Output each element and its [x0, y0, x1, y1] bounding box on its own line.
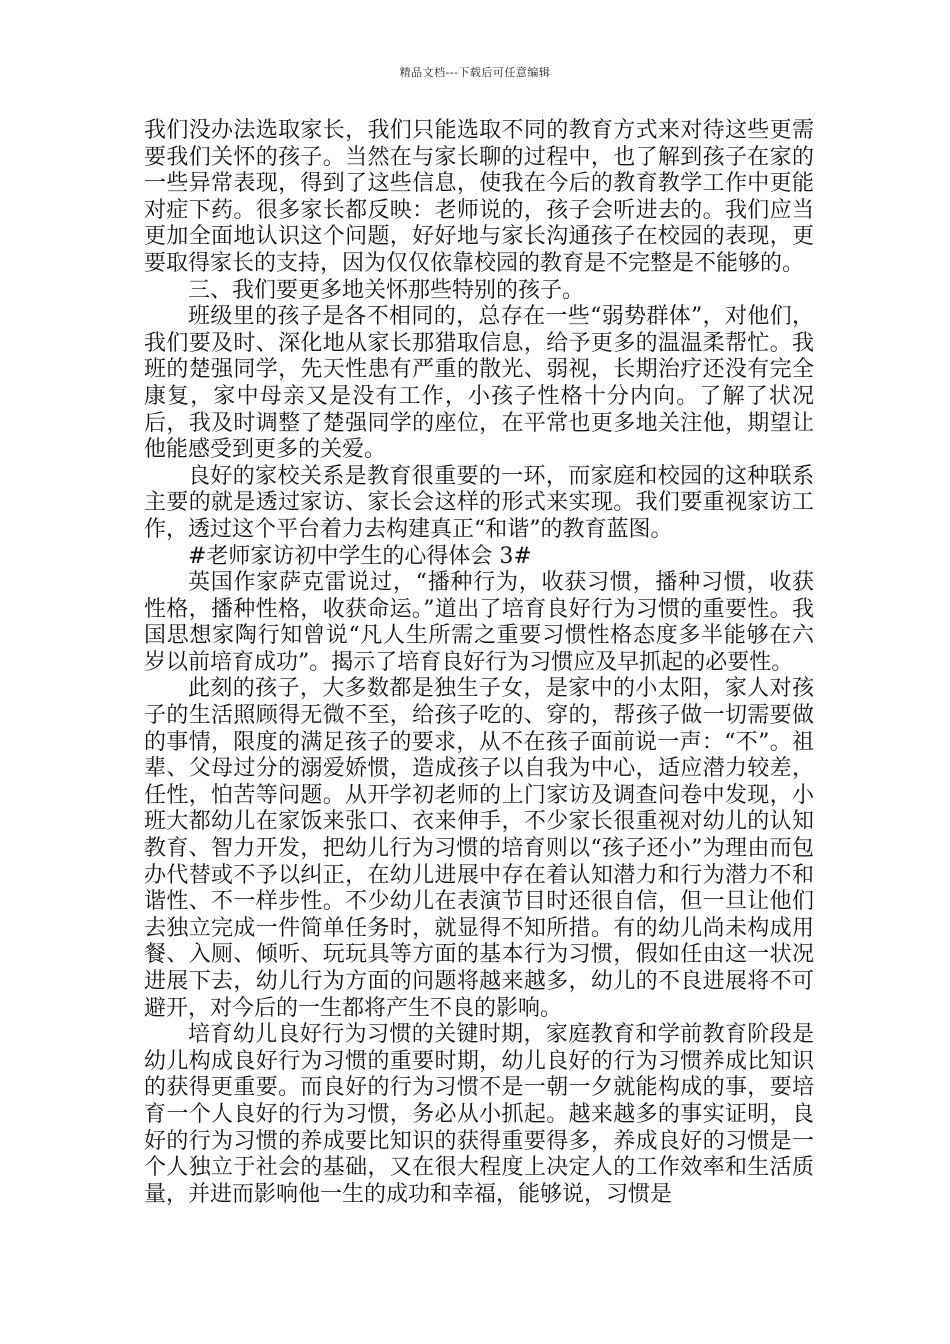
section-heading: #老师家访初中学生的心得体会 3# — [188, 543, 532, 569]
paragraph-2: 三、我们要更多地关怀那些特别的孩子。 — [188, 277, 585, 303]
paragraph-7: 此刻的孩子，大多数都是独生子女，是家中的小太阳，家人对孩子的生活照顾得无微不至，给孩子吃的、穿的，帮孩子做一切需要做的事情，限度的满足孩子的要求，从不在孩子面前说一声：“不”。祖辈、父母过分的溺爱娇惯，造成孩子以自我为中心，适应潜力较差，任性，怕苦等问题。从开学初老师的上门家访及调查问卷中发现，小班大都幼儿在家饭来张口、衣来伸手，不少家长很重视对幼儿的认知教育、智力开发，把幼儿行为习惯的培育则以“孩子还小”为理由而包办代替或不予以纠正，在幼儿进展中存在着认知潜力和行为潜力不和谐性、不一样步性。不少幼儿在表演节目时还很自信，但一旦让他们去独立完成一件简单任务时，就显得不知所措。有的幼儿尚未构成用餐、入厕、倾听、玩玩具等方面的基本行为习惯，假如任由这一状况进展下去，幼儿行为方面的问题将越来越多，幼儿的不良进展将不可避开，对今后的一生都将产生不良的影响。 — [144, 676, 814, 1021]
paragraph-3: 班级里的孩子是各不相同的，总存在一些“弱势群体”，对他们，我们要及时、深化地从家长那猎取信息，给予更多的温温柔帮忙。我班的楚强同学，先天性患有严重的散光、弱视，长期治疗还没有完全康复，家中母亲又是没有工作，小孩子性格十分内向。了解了状况后，我及时调整了楚强同学的座位，在平常也更多地关注他，期望让他能感受到更多的关爱。 — [144, 304, 814, 463]
paragraph-4: 良好的家校关系是教育很重要的一环，而家庭和校园的这种联系主要的就是透过家访、家长会这样的形式来实现。我们要重视家访工作，透过这个平台着力去构建真正“和谐”的教育蓝图。 — [144, 463, 814, 542]
document-body — [144, 118, 814, 1208]
page-header: 精品文档---下载后可任意编辑 — [399, 66, 551, 79]
paragraph-8: 培育幼儿良好行为习惯的关键时期，家庭教育和学前教育阶段是幼儿构成良好行为习惯的重要时期，幼儿良好的行为习惯养成比知识的获得更重要。而良好的行为习惯不是一朝一夕就能构成的事，要培育一个人良好的行为习惯，务必从小抓起。越来越多的事实证明，良好的行为习惯的养成要比知识的获得重要得多，养成良好的习惯是一个人独立于社会的基础，又在很大程度上决定人的工作效率和生活质量，并进而影响他一生的成功和幸福，能够说，习惯是 — [144, 1022, 814, 1207]
paragraph-1: 我们没办法选取家长，我们只能选取不同的教育方式来对待这些更需要我们关怀的孩子。当然在与家长聊的过程中，也了解到孩子在家的一些异常表现，得到了这些信息，使我在今后的教育教学工作中更能对症下药。很多家长都反映：老师说的，孩子会听进去的。我们应当更加全面地认识这个问题，好好地与家长沟通孩子在校园的表现，更要取得家长的支持，因为仅仅依靠校园的教育是不完整是不能够的。 — [144, 118, 814, 276]
paragraph-6: 英国作家萨克雷说过，“播种行为，收获习惯，播种习惯，收获性格，播种性格，收获命运。”道出了培育良好行为习惯的重要性。我国思想家陶行知曾说“凡人生所需之重要习惯性格态度多半能够在六岁以前培育成功”。揭示了培育良好行为习惯应及早抓起的必要性。 — [144, 570, 814, 675]
